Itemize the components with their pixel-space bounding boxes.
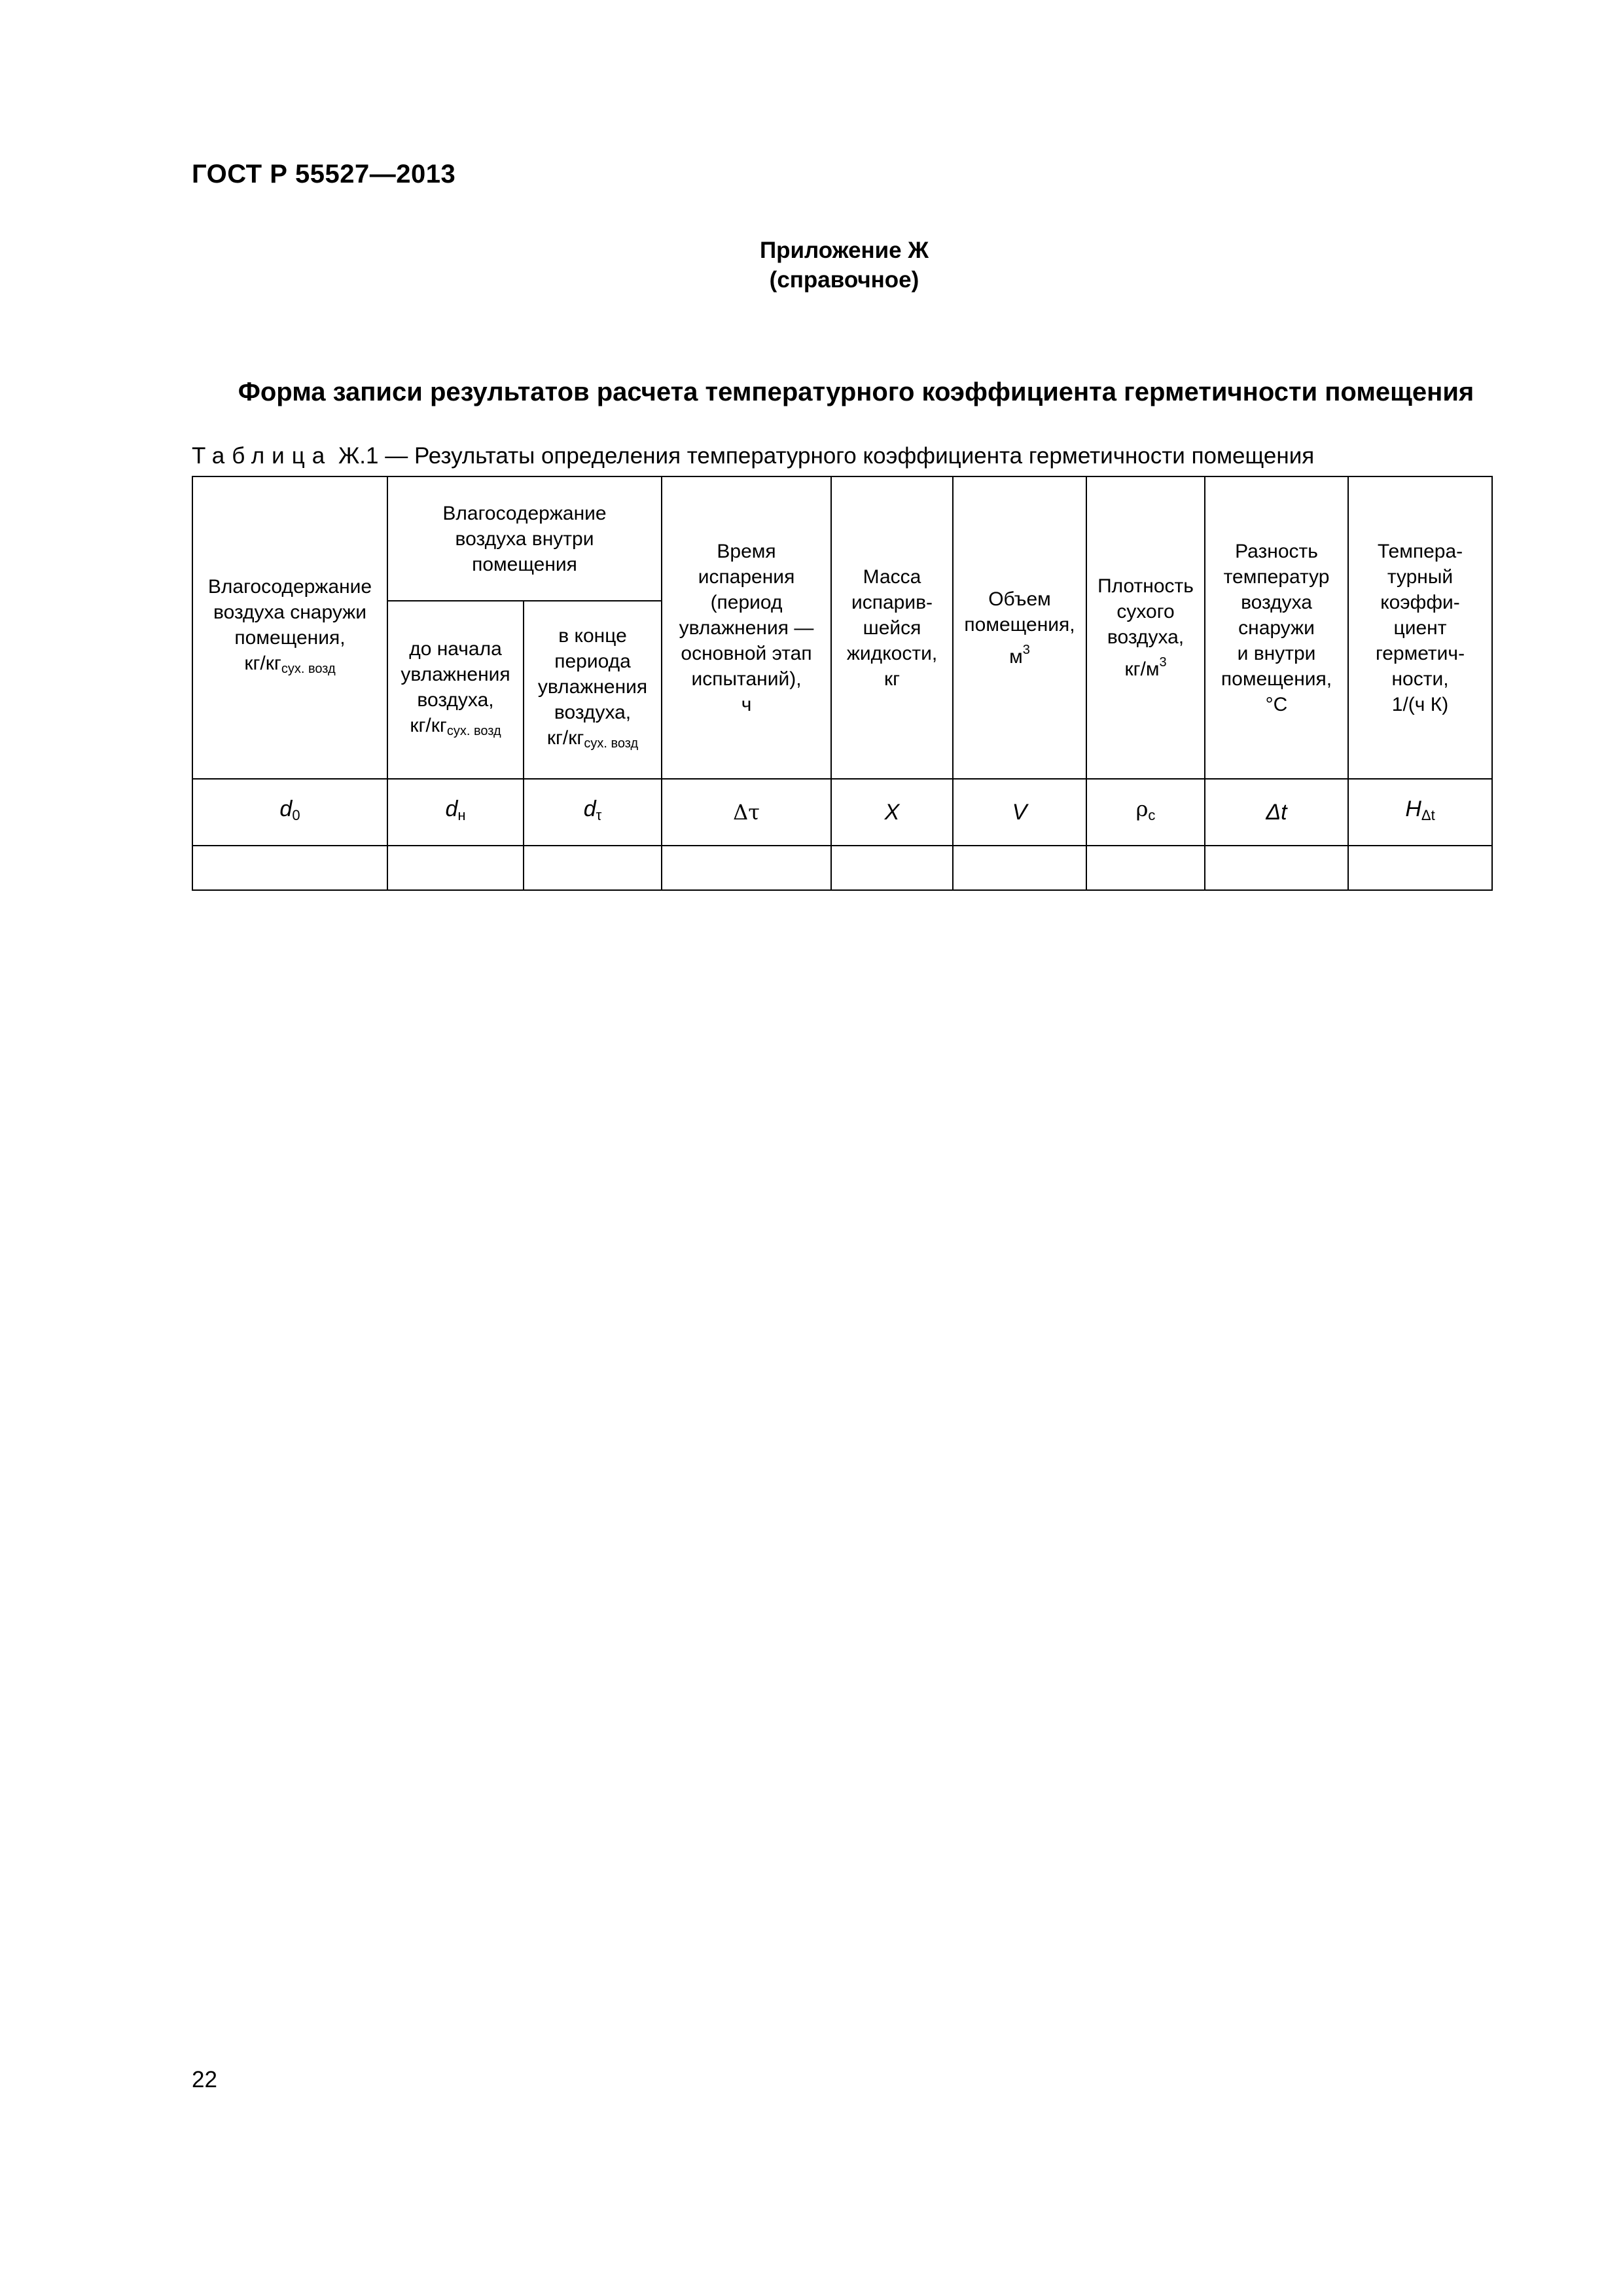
- table-cell: [1086, 846, 1205, 890]
- table-cell: [831, 846, 953, 890]
- document-code: ГОСТ Р 55527—2013: [192, 160, 456, 188]
- header-temperature-difference: Разность температур воздуха снаружи и внутри помещения, °С: [1205, 476, 1348, 779]
- table-cell: [524, 846, 662, 890]
- header-evaporated-mass: Масса испарив- шейся жидкости, кг: [831, 476, 953, 779]
- header-inside-moisture-group: Влагосодержание воздуха внутри помещения: [387, 476, 662, 601]
- header-tightness-coefficient: Темпера- турный коэффи- циент герметич- ности, 1/(ч К): [1348, 476, 1492, 779]
- header-moisture-before: до начала увлажнения воздуха, кг/кгсух. возд: [387, 601, 524, 779]
- header-evaporation-time: Время испарения (период увлажнения — основной этап испытаний), ч: [662, 476, 831, 779]
- results-table: [192, 476, 1493, 891]
- table-cell: [662, 846, 831, 890]
- table-cell: [1205, 846, 1348, 890]
- table-row: [192, 846, 1492, 890]
- symbol-dt: dτ: [524, 779, 662, 846]
- symbol-delta-tau: Δτ: [662, 779, 831, 846]
- symbol-dn: dн: [387, 779, 524, 846]
- symbol-h: HΔt: [1348, 779, 1492, 846]
- header-room-volume: Объем помещения, $м^3$: [953, 476, 1086, 779]
- appendix-kind: (справочное): [769, 267, 919, 293]
- appendix-title: Приложение Ж: [759, 238, 929, 263]
- table-caption: [192, 443, 1314, 469]
- symbol-d0: d0: [192, 779, 387, 846]
- symbol-rho: ρс: [1086, 779, 1205, 846]
- appendix-heading: [720, 236, 969, 295]
- header-row-top: [192, 476, 1492, 601]
- table-cell: [387, 846, 524, 890]
- header-air-density: Плотность сухого воздуха, $кг/м^3$: [1086, 476, 1205, 779]
- table-cell: [192, 846, 387, 890]
- symbol-row: [192, 779, 1492, 846]
- table-caption-text: — Результаты определения температурного коэффициента герметичности помещения: [385, 443, 1315, 469]
- header-moisture-after: в конце периода увлажнения воздуха, кг/кгсух. возд: [524, 601, 662, 779]
- symbol-delta-t: Δt: [1205, 779, 1348, 846]
- table-cell: [953, 846, 1086, 890]
- table-cell: [1348, 846, 1492, 890]
- form-title: Форма записи результатов расчета температурного коэффициента герметичности помещения: [238, 378, 1474, 406]
- table-caption-number: Ж.1: [338, 443, 379, 469]
- table-caption-label: Таблица: [192, 443, 332, 469]
- symbol-x: X: [831, 779, 953, 846]
- page-number: 22: [192, 2067, 217, 2092]
- symbol-v: V: [953, 779, 1086, 846]
- header-outside-moisture: Влагосодержание воздуха снаружи помещения, кг/кгсух. возд: [192, 476, 387, 779]
